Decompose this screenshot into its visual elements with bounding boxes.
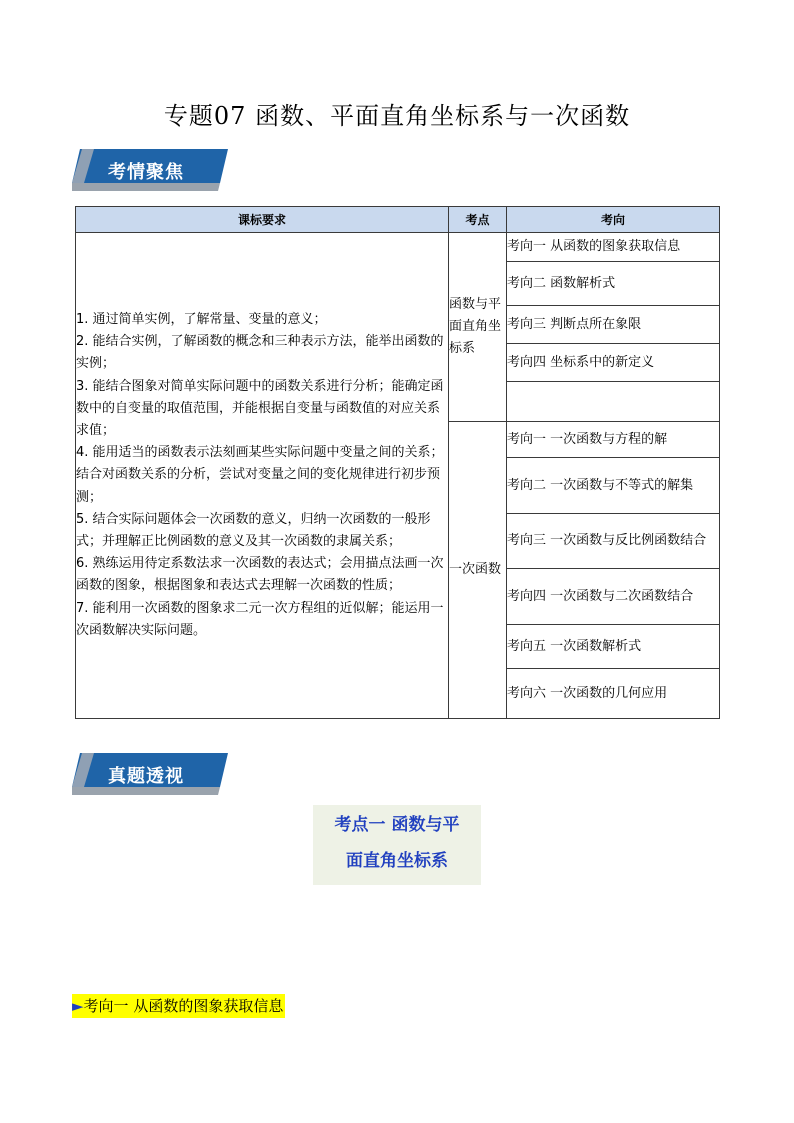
direction-item: 考向二 一次函数与不等式的解集 <box>507 458 720 514</box>
direction-item: 考向三 一次函数与反比例函数结合 <box>507 514 720 569</box>
direction-item: 考向四 坐标系中的新定义 <box>507 344 720 382</box>
highlight-text: 考向一 从函数的图象获取信息 <box>83 997 284 1015</box>
direction-item: 考向二 函数解析式 <box>507 262 720 306</box>
requirement-item: 4. 能用适当的函数表示法刻画某些实际问题中变量之间的关系；结合对函数关系的分析，尝试对变量之间的变化规律进行初步预测； <box>76 445 444 505</box>
requirement-item: 2. 能结合实例，了解函数的概念和三种表示方法，能举出函数的实例； <box>76 334 444 372</box>
direction-highlight <box>72 994 285 1018</box>
section-heading-point-one <box>313 805 481 885</box>
requirement-item: 1. 通过简单实例，了解常量、变量的意义； <box>76 311 327 327</box>
direction-item: 考向五 一次函数解析式 <box>507 625 720 669</box>
requirement-item: 6. 熟练运用待定系数法求一次函数的表达式；会用描点法画一次函数的图象，根据图象和表达式去理解一次函数的性质； <box>76 556 444 594</box>
requirements-cell <box>76 233 449 719</box>
direction-item: 考向三 判断点所在象限 <box>507 306 720 344</box>
header-point: 考点 <box>449 207 507 233</box>
section-banner-exam-focus <box>72 149 228 193</box>
curriculum-table <box>75 206 720 719</box>
section-heading-line: 面直角坐标系 <box>346 851 448 871</box>
direction-item: 考向一 一次函数与方程的解 <box>507 422 720 458</box>
direction-item <box>507 382 720 422</box>
direction-item: 考向一 从函数的图象获取信息 <box>507 233 720 262</box>
triangle-marker-icon: ► <box>72 997 84 1015</box>
point-function-coordinate: 函数与平面直角坐标系 <box>449 233 507 422</box>
page-title: 专题07 函数、平面直角坐标系与一次函数 <box>163 102 631 130</box>
header-requirements: 课标要求 <box>76 207 449 233</box>
section-banner-past-exams <box>72 753 228 797</box>
requirement-item: 5. 结合实际问题体会一次函数的意义，归纳一次函数的一般形式；并理解正比例函数的意义及其一次函数的隶属关系； <box>76 511 431 549</box>
section-heading-line: 考点一 函数与平 <box>334 815 460 835</box>
point-linear-function: 一次函数 <box>449 422 507 719</box>
direction-item: 考向四 一次函数与二次函数结合 <box>507 569 720 625</box>
banner-label: 考情聚焦 <box>108 162 184 183</box>
direction-item: 考向六 一次函数的几何应用 <box>507 669 720 719</box>
banner-label: 真题透视 <box>108 766 184 787</box>
requirement-item: 3. 能结合图象对简单实际问题中的函数关系进行分析；能确定函数中的自变量的取值范围，并能根据自变量与函数值的对应关系求值； <box>76 378 444 438</box>
header-direction: 考向 <box>507 207 720 233</box>
requirement-item: 7. 能利用一次函数的图象求二元一次方程组的近似解；能运用一次函数解决实际问题。 <box>76 600 444 638</box>
